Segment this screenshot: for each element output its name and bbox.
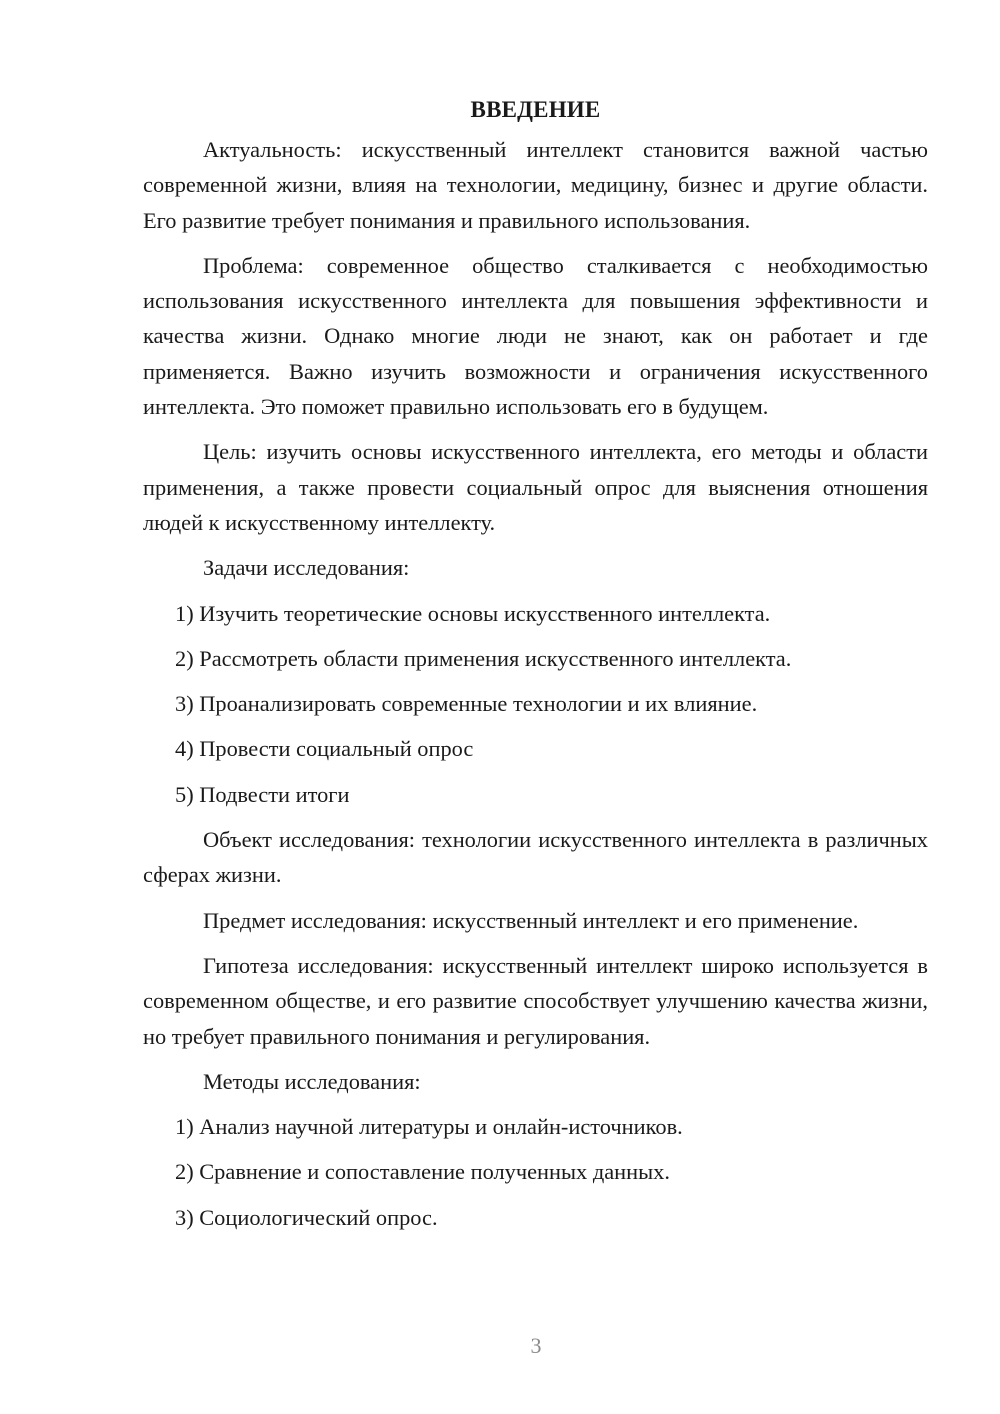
page-number: 3 [530,1333,542,1358]
object-paragraph: Объект исследования: технологии искусственного интеллекта в различных сферах жизни. [143,827,928,888]
method-item-3: 3) Социологический опрос. [175,1204,438,1230]
task-item-3: 3) Проанализировать современные технологии и их влияние. [175,691,758,717]
tasks-list [143,596,928,812]
task-item-4: 4) Провести социальный опрос [175,736,474,762]
methods-list [143,1109,928,1235]
problem-paragraph: Проблема: современное общество сталкивается с необходимостью использования искусственного интеллекта для повышения эффективности и качества жизни. Однако многие люди не знают, как он работает и где применяется. Важно изучить возможности и ограничения искусственного интеллекта. Это поможет правильно использовать его в будущем. [143,252,928,420]
document-page [143,92,928,1245]
task-item-1: 1) Изучить теоретические основы искусственного интеллекта. [175,600,771,626]
hypothesis-paragraph: Гипотеза исследования: искусственный интеллект широко используется в современном обществе, и его развитие способствует улучшению качества жизни, но требует правильного понимания и регулирования. [143,952,928,1049]
methods-heading: Методы исследования: [203,1068,421,1094]
task-item-5: 5) Подвести итоги [175,781,350,807]
page-title: ВВЕДЕНИЕ [470,97,601,122]
relevance-paragraph: Актуальность: искусственный интеллект становится важной частью современной жизни, влияя на технологии, медицину, бизнес и другие области. Его развитие требует понимания и правильного использования. [143,137,928,233]
subject-paragraph: Предмет исследования: искусственный интеллект и его применение. [203,907,859,933]
task-item-2: 2) Рассмотреть области применения искусственного интеллекта. [175,645,792,671]
method-item-2: 2) Сравнение и сопоставление полученных данных. [175,1159,670,1185]
goal-paragraph: Цель: изучить основы искусственного интеллекта, его методы и области применения, а также провести социальный опрос для выяснения отношения людей к искусственному интеллекту. [143,439,928,535]
method-item-1: 1) Анализ научной литературы и онлайн-источников. [175,1114,683,1140]
tasks-heading: Задачи исследования: [203,555,410,581]
